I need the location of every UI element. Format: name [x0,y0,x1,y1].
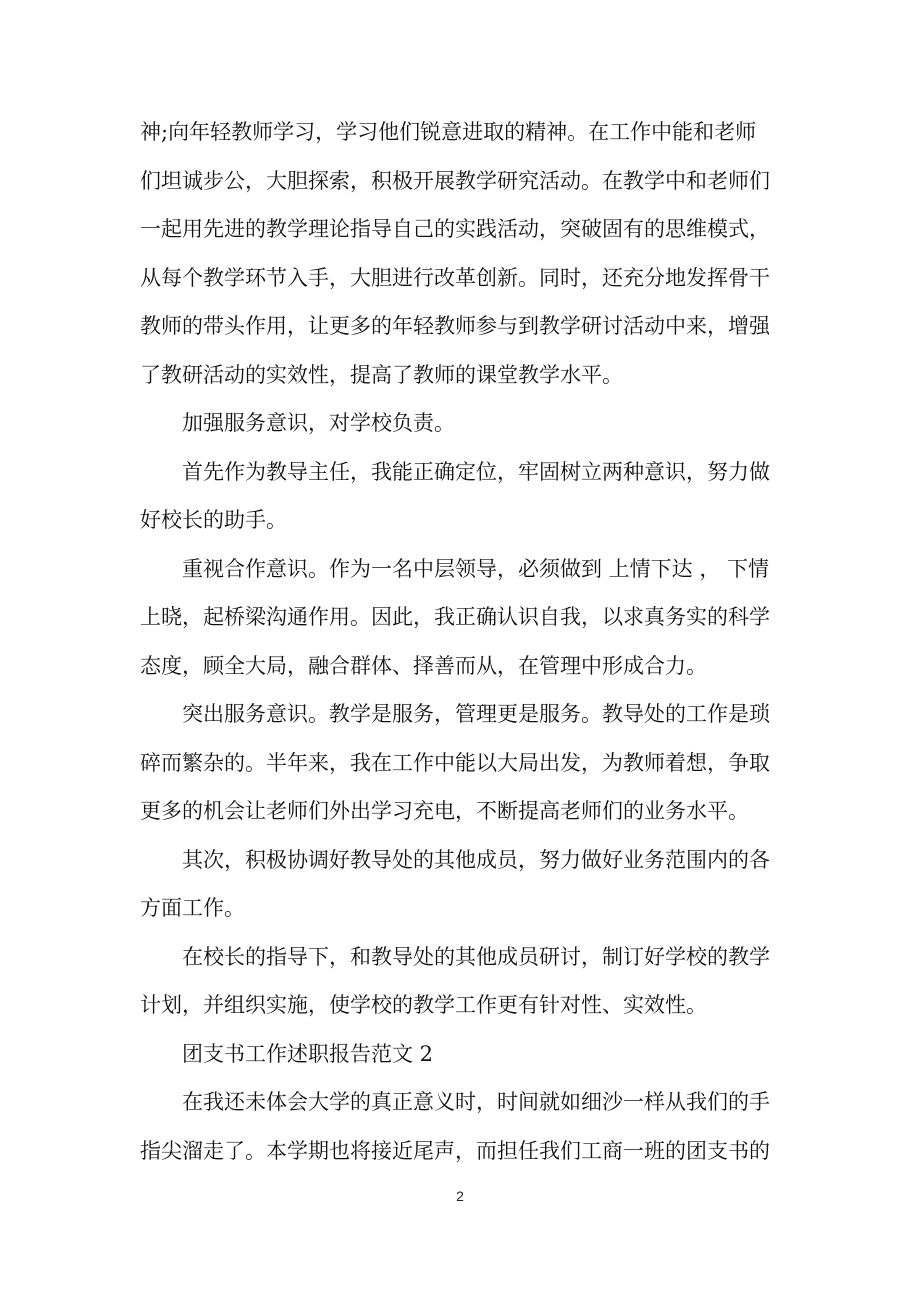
text-line: 上晓，起桥梁沟通作用。因此，我正确认识自我，以求真务实的科学 [140,605,770,629]
text-line: 一起用先进的教学理论指导自己的实践活动，突破固有的思维模式， [140,217,770,241]
text-line: 碎而繁杂的。半年来，我在工作中能以大局出发，为教师着想，争取 [140,750,770,775]
text-line: 在校长的指导下，和教导处的其他成员研讨，制订好学校的教学 [182,944,770,969]
text-line: 神;向年轻教师学习，学习他们锐意进取的精神。在工作中能和老师 [140,120,757,144]
text-line: 首先作为教导主任，我能正确定位，牢固树立两种意识，努力做 [182,459,770,484]
text-line: 更多的机会让老师们外出学习充电，不断提高老师们的业务水平。 [140,799,749,823]
text-line: 好校长的助手。 [140,508,287,532]
text-line: 态度，顾全大局，融合群体、择善而从，在管理中形成合力。 [140,653,707,678]
text-line: 指尖溜走了。本学期也将接近尾声，而担任我们工商一班的团支书的 [140,1138,770,1163]
text-line: 了教研活动的实效性，提高了教师的课堂教学水平。 [140,362,623,387]
document-body [140,108,782,1175]
section-title: 团支书工作述职报告范文 2 [182,1041,434,1066]
page-number: 2 [456,1188,464,1204]
text-line: 从每个教学环节入手，大胆进行改革创新。同时，还充分地发挥骨干 [140,265,770,290]
text-line: 突出服务意识。教学是服务，管理更是服务。教导处的工作是琐 [182,702,770,726]
text-line: 在我还未体会大学的真正意义时，时间就如细沙一样从我们的手 [182,1090,770,1114]
text-line: 其次，积极协调好教导处的其他成员，努力做好业务范围内的各 [182,847,770,872]
text-line: 重视合作意识。作为一名中层领导，必须做到 上情下达 ， 下情 [182,556,770,581]
text-line: 们坦诚步公，大胆探索，积极开展教学研究活动。在教学中和老师们 [140,168,770,193]
paragraph-heading: 加强服务意识，对学校负责。 [182,411,455,435]
text-line: 教师的带头作用，让更多的年轻教师参与到教学研讨活动中来，增强 [140,314,770,338]
text-line: 计划，并组织实施，使学校的教学工作更有针对性、实效性。 [140,993,707,1017]
text-line: 方面工作。 [140,896,245,920]
